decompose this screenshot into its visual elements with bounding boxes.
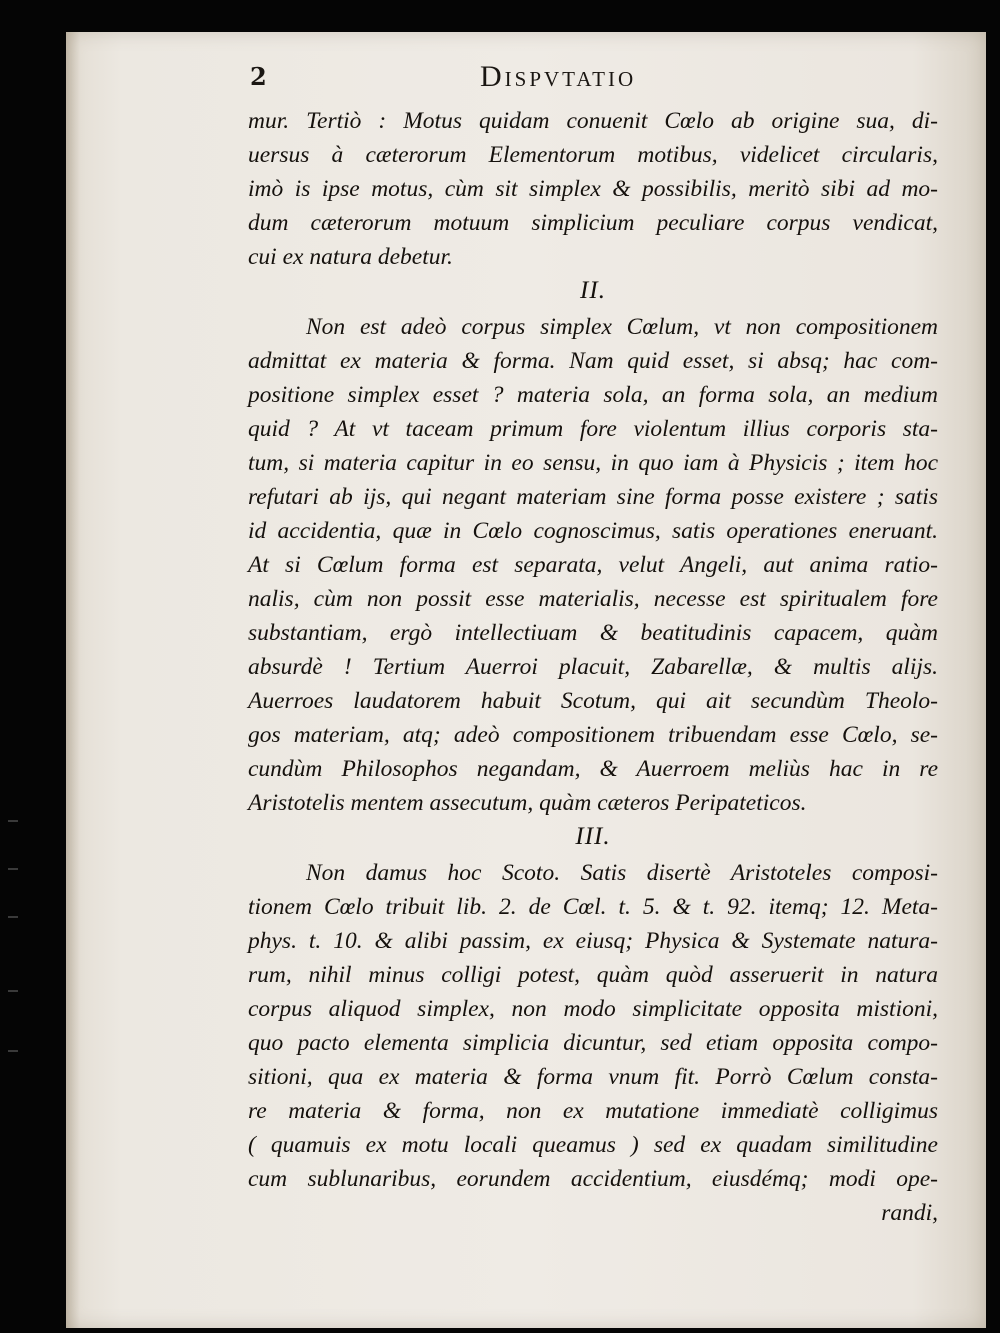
binding-mark [8, 916, 18, 918]
text-line: cum sublunaribus, eorundem accidentium, eiusdémq; modi ope- [248, 1166, 938, 1192]
text-line: id accidentia, quæ in Cœlo cognoscimus, satis operationes eneruant. [248, 518, 938, 544]
text-line: absurdè ! Tertium Auerroi placuit, Zabarellæ, & multis alijs. [248, 654, 938, 680]
text-line: quid ? At vt taceam primum fore violentum illius corporis sta- [248, 416, 938, 442]
text-line: corpus aliquod simplex, non modo simplicitate opposita mistioni, [248, 996, 938, 1022]
paragraph-1 [248, 104, 938, 274]
binding-mark [8, 990, 18, 992]
section-heading-2: II. [580, 277, 606, 304]
text-line: quo pacto elementa simplicia dicuntur, sed etiam opposita compo- [248, 1030, 938, 1056]
text-line: uersus à cæterorum Elementorum motibus, videlicet circularis, [248, 142, 938, 168]
text-line: nalis, cùm non possit esse materialis, necesse est spiritualem fore [248, 586, 938, 612]
text-line: refutari ab ijs, qui negant materiam sine forma posse existere ; satis [248, 484, 938, 510]
text-line: ( quamuis ex motu locali queamus ) sed ex quadam similitudine [248, 1132, 938, 1158]
paragraph-3 [248, 856, 938, 1230]
paragraph-2 [248, 310, 938, 820]
page-number: 2 [250, 62, 267, 91]
page-edge-shadow [66, 32, 80, 1328]
text-line: rum, nihil minus colligi potest, quàm quòd asseruerit in natura [248, 962, 938, 988]
text-line: At si Cœlum forma est separata, velut Angeli, aut anima ratio- [248, 552, 938, 578]
text-line: tum, si materia capitur in eo sensu, in quo iam à Physicis ; item hoc [248, 450, 938, 476]
text-line: gos materiam, atq; adeò compositionem tribuendam esse Cœlo, se- [248, 722, 938, 748]
binding-edge-marks [0, 820, 50, 1100]
text-line: dum cæterorum motuum simplicium peculiare corpus vendicat, [248, 210, 938, 236]
section-heading-3: III. [575, 823, 611, 850]
text-line: re materia & forma, non ex mutatione immediatè colligimus [248, 1098, 938, 1124]
main-text [248, 104, 938, 1230]
text-line: positione simplex esset ? materia sola, an forma sola, an medium [248, 382, 938, 408]
text-line: admittat ex materia & forma. Nam quid esset, si absq; hac com- [248, 348, 938, 374]
text-line: Auerroes laudatorem habuit Scotum, qui ait secundùm Theolo- [248, 688, 938, 714]
text-line: Non damus hoc Scoto. Satis disertè Aristoteles composi- [306, 860, 938, 886]
text-line: imò is ipse motus, cùm sit simplex & possibilis, meritò sibi ad mo- [248, 176, 938, 202]
paper-page [66, 32, 986, 1328]
catchword: randi, [881, 1200, 938, 1226]
binding-mark [8, 820, 18, 822]
text-line: tionem Cœlo tribuit lib. 2. de Cœl. t. 5. & t. 92. itemq; 12. Meta- [248, 894, 938, 920]
binding-mark [8, 1050, 18, 1052]
text-line: substantiam, ergò intellectiuam & beatitudinis capacem, quàm [248, 620, 938, 646]
binding-mark [8, 868, 18, 870]
text-line: cundùm Philosophos negandam, & Auerroem meliùs hac in re [248, 756, 938, 782]
text-line: Non est adeò corpus simplex Cœlum, vt non compositionem [306, 314, 938, 340]
running-title: Dispvtatio [480, 60, 637, 93]
text-line: cui ex natura debetur. [248, 244, 453, 270]
running-head [66, 60, 986, 100]
text-line: phys. t. 10. & alibi passim, ex eiusq; Physica & Systemate natura- [248, 928, 938, 954]
text-line: mur. Tertiò : Motus quidam conuenit Cœlo ab origine sua, di- [248, 108, 938, 134]
text-line: Aristotelis mentem assecutum, quàm cæteros Peripateticos. [248, 790, 807, 816]
text-line: sitioni, qua ex materia & forma vnum fit. Porrò Cœlum consta- [248, 1064, 938, 1090]
